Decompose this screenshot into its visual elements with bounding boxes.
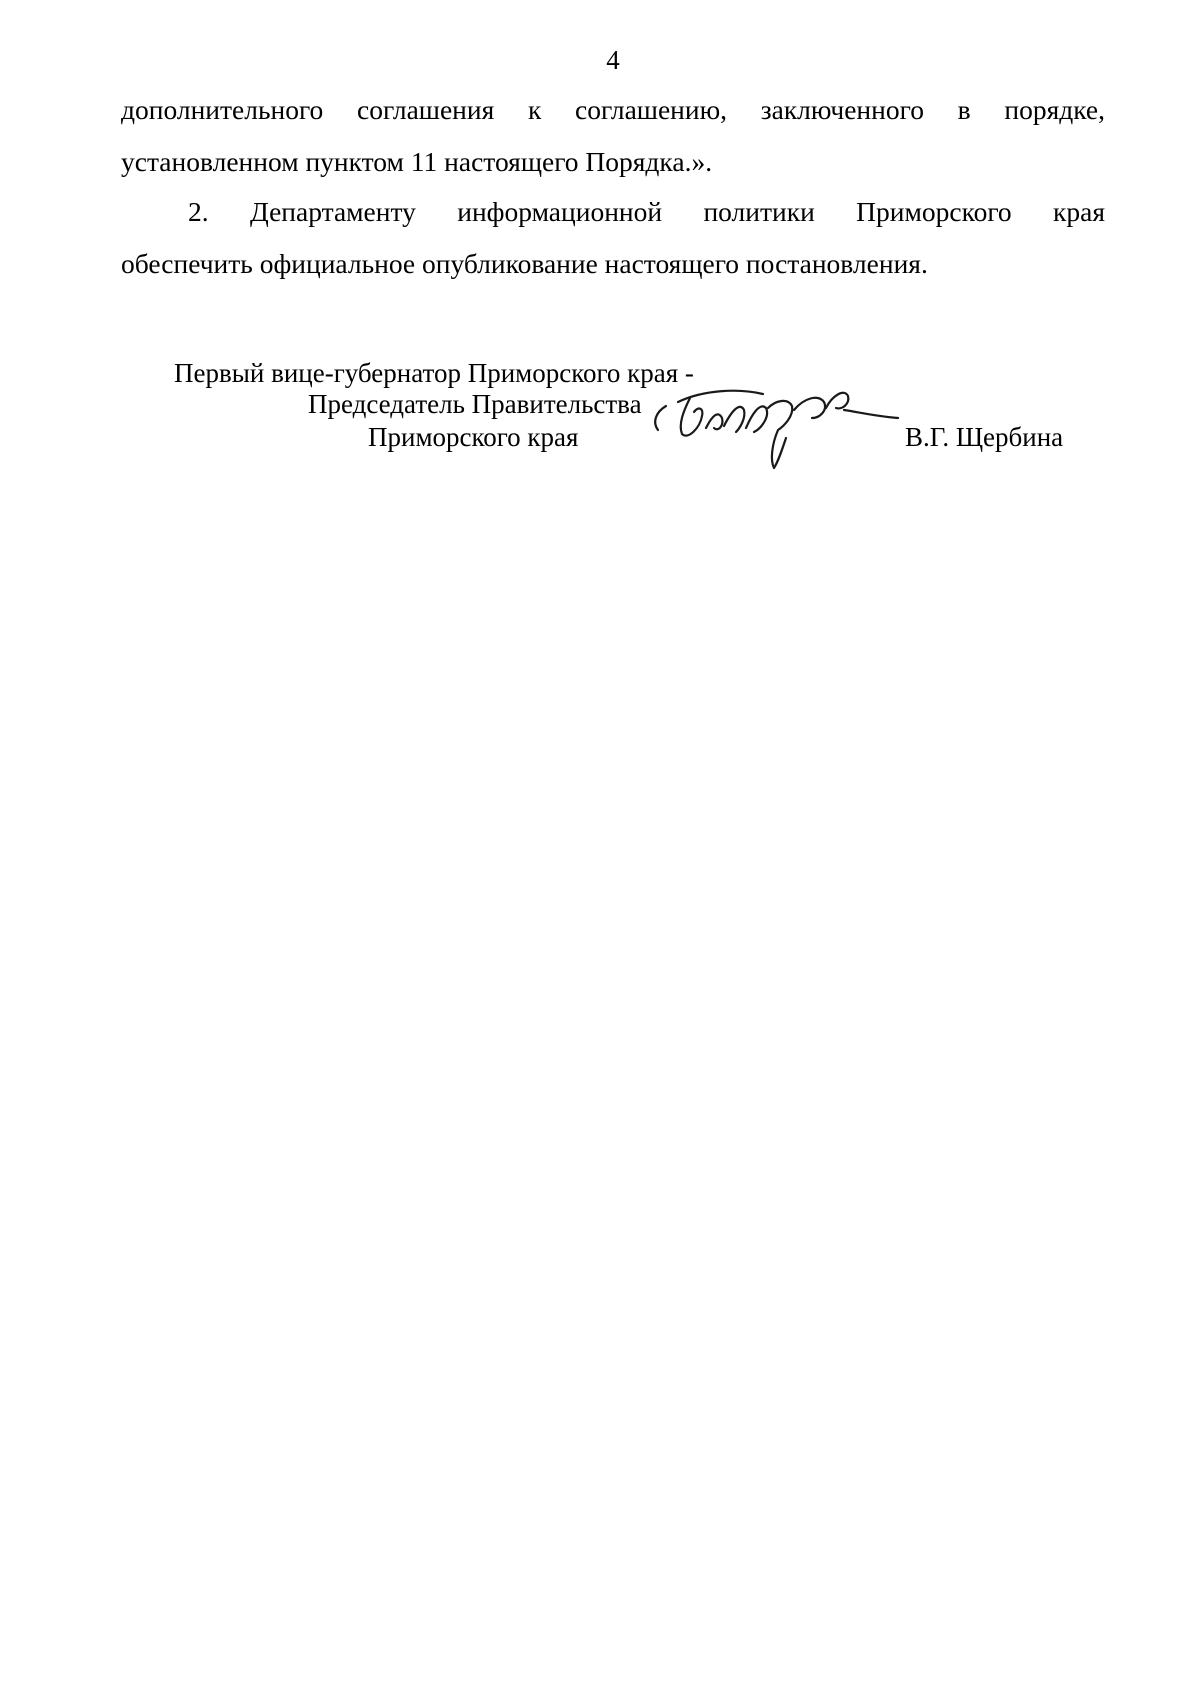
handwritten-signature-icon — [648, 388, 918, 488]
paragraph-line: обеспечить официальное опубликование настоящего постановления. — [121, 248, 928, 279]
page-number: 4 — [606, 45, 620, 75]
signatory-name: В.Г. Щербина — [905, 422, 1064, 452]
paragraph-continuation — [121, 84, 1105, 188]
paragraph-line: установленном пунктом 11 настоящего Порядка.». — [121, 146, 713, 177]
signatory-title-line: Председатель Правительства — [308, 389, 642, 419]
signatory-title-line: Первый вице-губернатор Приморского края - — [174, 358, 694, 388]
paragraph-line: дополнительного соглашения к соглашению, заключенного в порядке, — [121, 94, 1105, 125]
paragraph-item-2 — [121, 186, 1105, 290]
signatory-title-line: Приморского края — [368, 422, 579, 452]
paragraph-line: 2. Департаменту информационной политики Приморского края — [188, 196, 1105, 227]
